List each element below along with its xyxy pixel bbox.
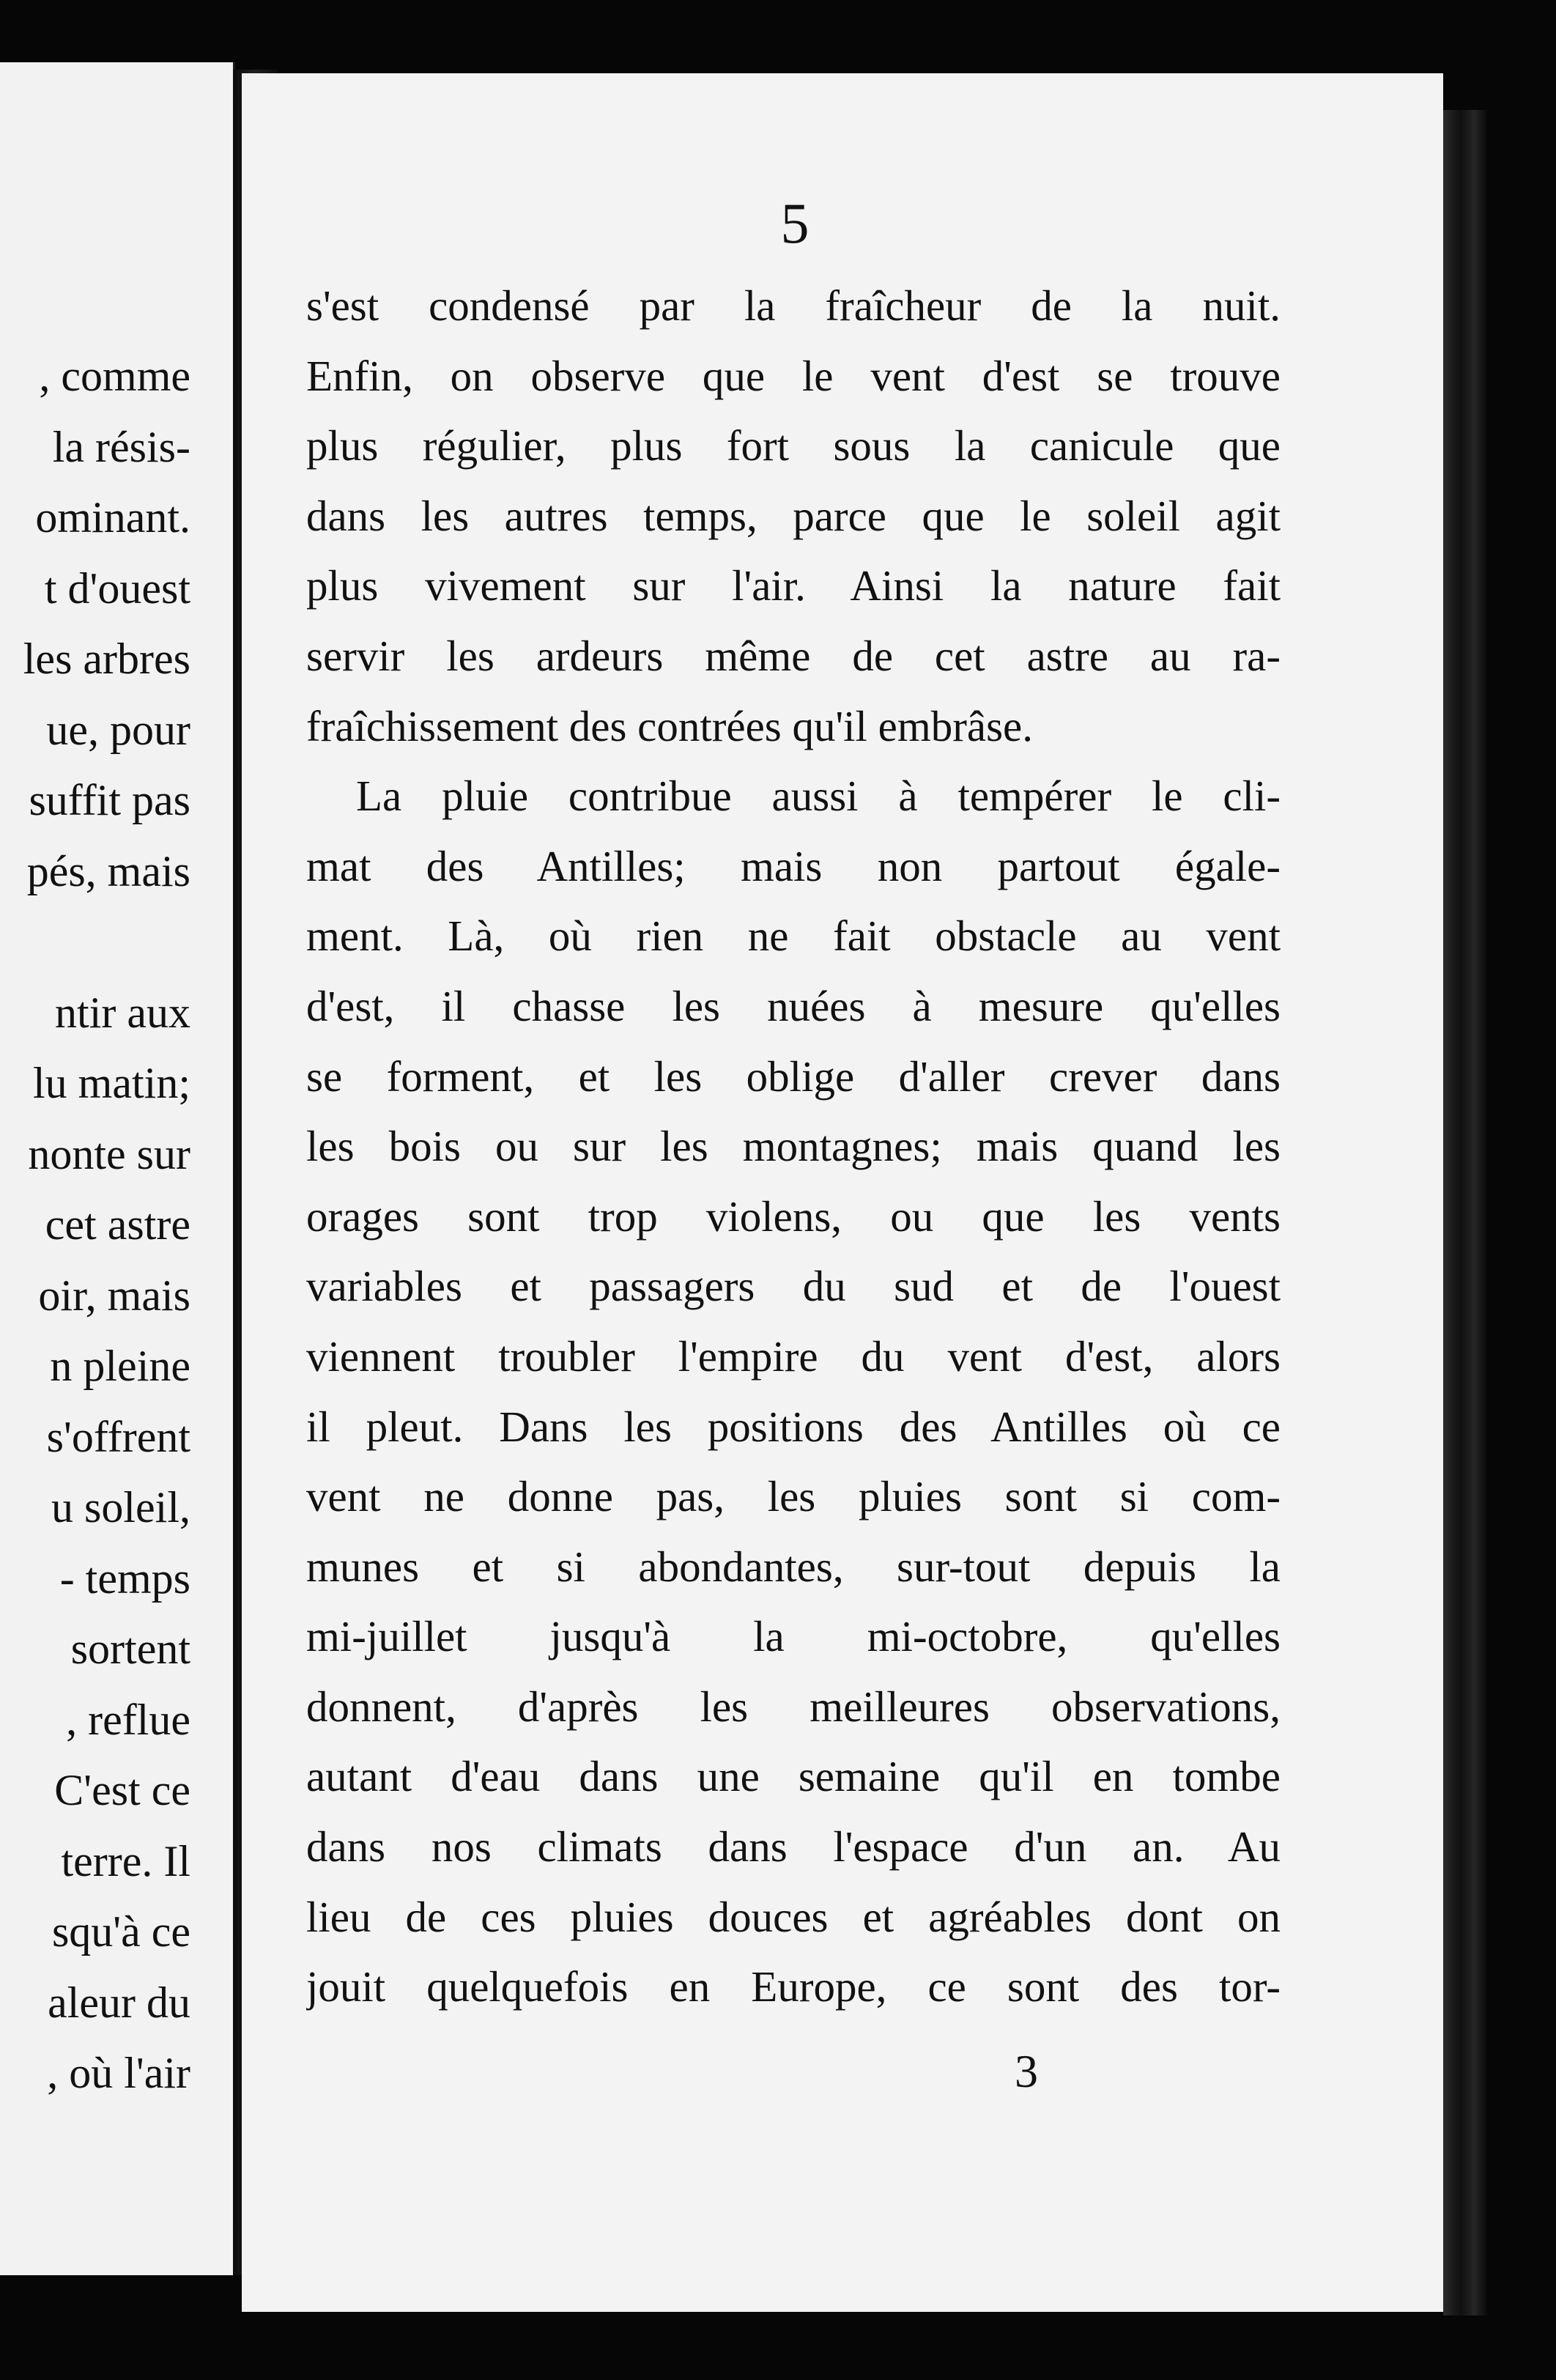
- page-body-text: [306, 271, 1281, 2022]
- left-line: suffit pas: [29, 776, 190, 824]
- text-line: il pleut. Dans les positions des Antilles où ce: [306, 1402, 1281, 1451]
- text-line: munes et si abondantes, sur-tout depuis la: [306, 1542, 1281, 1591]
- left-line: aleur du: [48, 1978, 190, 2027]
- left-line: ominant.: [35, 493, 190, 542]
- text-line: viennent troubler l'empire du vent d'est, alors: [306, 1331, 1281, 1381]
- left-line: sortent: [70, 1625, 190, 1673]
- left-line: - temps: [59, 1553, 190, 1603]
- text-line: mi-juillet jusqu'à la mi-octobre, qu'elles: [306, 1612, 1281, 1661]
- text-line: variables et passagers du sud et de l'ouest: [306, 1262, 1281, 1311]
- left-page: [0, 62, 235, 2275]
- text-line: vent ne donne pas, les pluies sont si com-: [306, 1472, 1281, 1521]
- left-line: la résis-: [52, 422, 190, 471]
- text-line: plus régulier, plus fort sous la canicule que: [306, 421, 1281, 470]
- text-line: autant d'eau dans une semaine qu'il en tombe: [306, 1752, 1281, 1801]
- left-line: u soleil,: [51, 1483, 190, 1531]
- left-line: n pleine: [50, 1342, 190, 1390]
- left-line: oir, mais: [38, 1271, 190, 1320]
- left-line: s'offrent: [46, 1412, 190, 1461]
- left-line: , reflue: [66, 1695, 190, 1744]
- left-page-text: [0, 341, 190, 2109]
- text-line: d'est, il chasse les nuées à mesure qu'elles: [306, 981, 1281, 1030]
- text-line: plus vivement sur l'air. Ainsi la nature fait: [306, 561, 1281, 610]
- text-line: ment. Là, où rien ne fait obstacle au vent: [306, 912, 1281, 961]
- paragraph-start-line: La pluie contribue aussi à tempérer le cli-: [356, 772, 1281, 821]
- left-line: t d'ouest: [44, 563, 190, 613]
- text-line: les bois ou sur les montagnes; mais quand les: [306, 1122, 1281, 1171]
- left-line: ue, pour: [46, 705, 190, 754]
- text-line: Enfin, on observe que le vent d'est se trouve: [306, 351, 1281, 400]
- text-line: mat des Antilles; mais non partout égale-: [306, 841, 1281, 890]
- left-line: , comme: [39, 352, 190, 400]
- left-line: , où l'air: [47, 2049, 190, 2097]
- text-line: lieu de ces pluies douces et agréables dont on: [306, 1892, 1281, 1941]
- text-line: dans les autres temps, parce que le soleil agit: [306, 491, 1281, 540]
- left-line: [0, 906, 190, 978]
- left-line: lu matin;: [33, 1059, 190, 1107]
- text-line: donnent, d'après les meilleures observations,: [306, 1682, 1281, 1731]
- text-line: s'est condensé par la fraîcheur de la nuit.: [306, 281, 1281, 330]
- left-line: terre. Il: [61, 1836, 190, 1885]
- page-number: 5: [780, 191, 810, 255]
- left-line: squ'à ce: [51, 1907, 190, 1956]
- left-line: nonte sur: [28, 1129, 190, 1178]
- left-line: les arbres: [23, 635, 190, 683]
- text-line: dans nos climats dans l'espace d'un an. Au: [306, 1822, 1281, 1871]
- page-edge-shadow: [1443, 110, 1487, 2316]
- left-line: cet astre: [45, 1200, 190, 1249]
- text-line: se forment, et les oblige d'aller crever dans: [306, 1052, 1281, 1101]
- paragraph-end-line: fraîchissement des contrées qu'il embrâse.: [306, 701, 1033, 750]
- text-line: orages sont trop violens, ou que les vents: [306, 1191, 1281, 1241]
- right-page: [242, 73, 1443, 2312]
- left-line: C'est ce: [54, 1766, 190, 1814]
- text-line: servir les ardeurs même de cet astre au ra-: [306, 631, 1281, 680]
- signature-mark: 3: [1015, 2045, 1038, 2097]
- left-line: ntir aux: [55, 988, 190, 1037]
- text-line: jouit quelquefois en Europe, ce sont des tor-: [306, 1962, 1281, 2011]
- left-line: pés, mais: [26, 846, 190, 895]
